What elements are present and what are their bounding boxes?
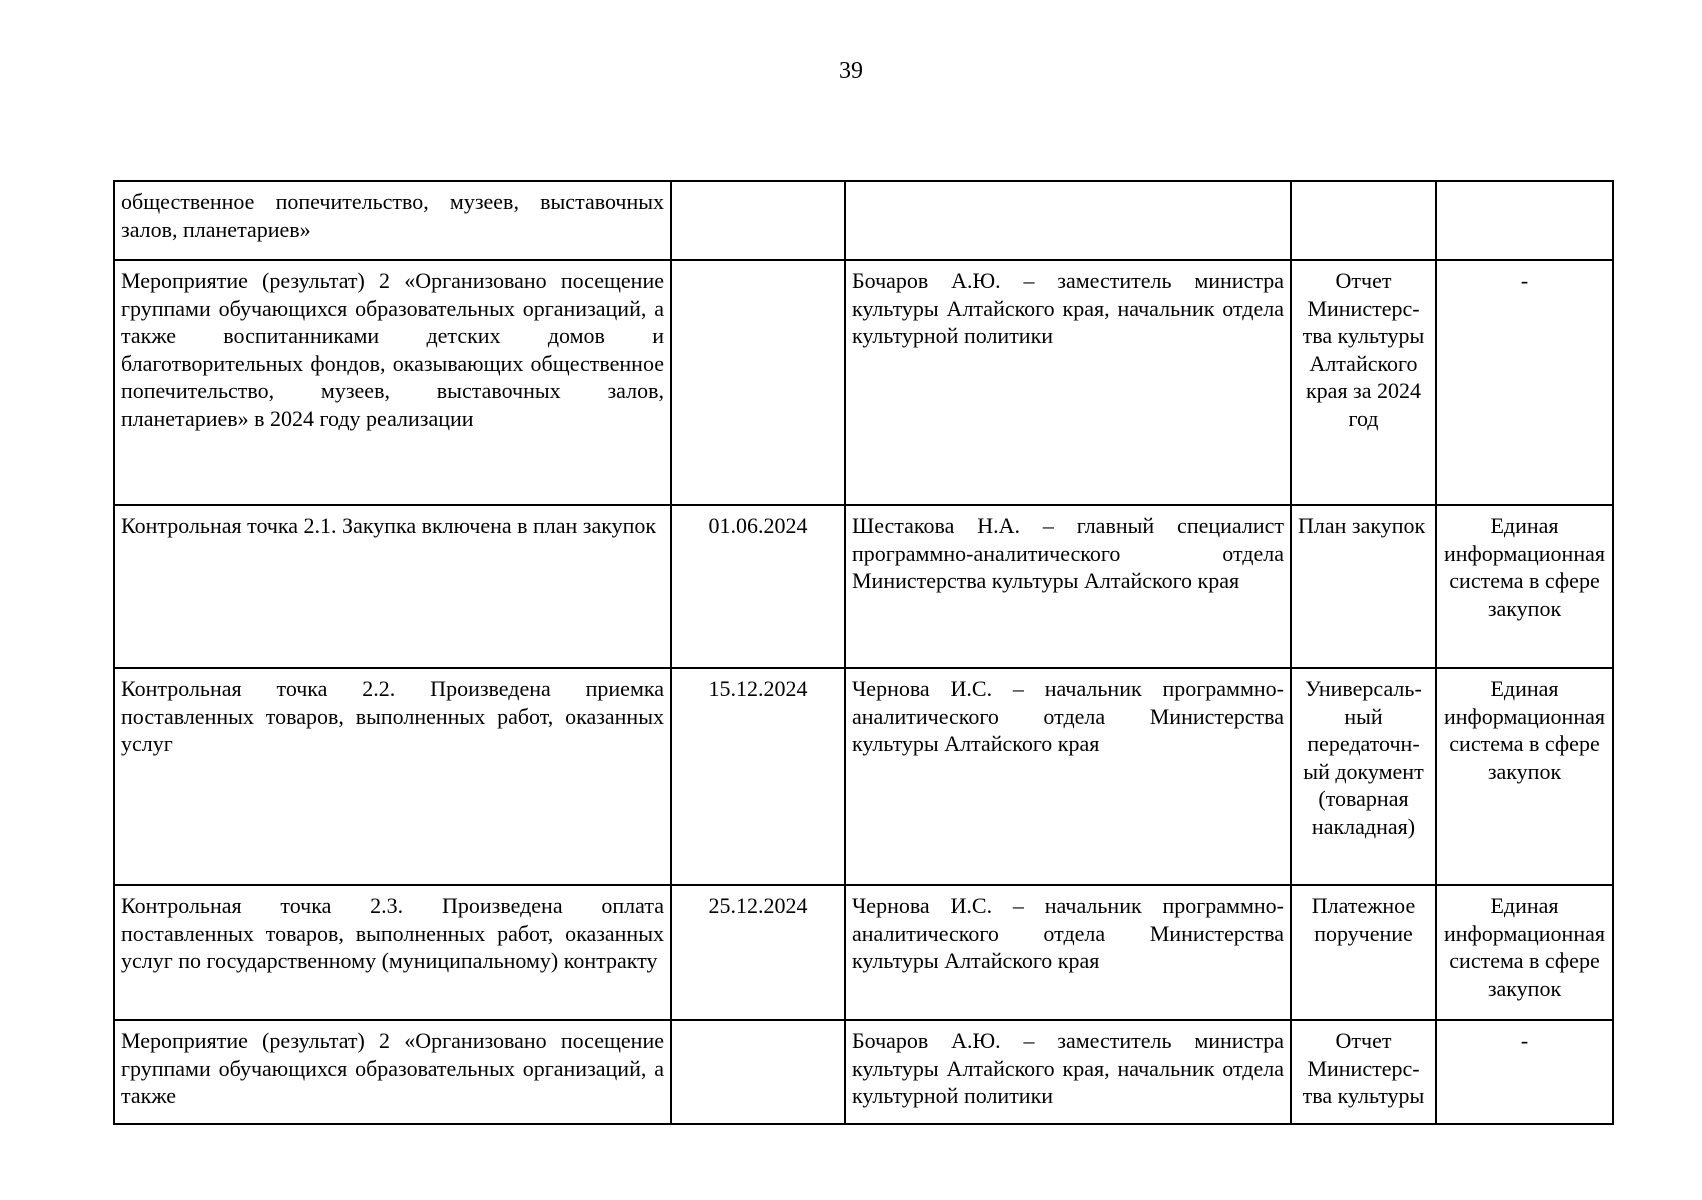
table-row	[114, 668, 1613, 885]
event-name-cell: Контрольная точка 2.1. Закупка включена в план закупок	[114, 505, 671, 668]
table-row	[114, 260, 1613, 505]
document-cell: Универсальный передаточный документ (товарная накладная)	[1291, 668, 1436, 885]
deadline-cell	[671, 1020, 845, 1124]
deadline-cell: 25.12.2024	[671, 885, 845, 1020]
event-name-cell: общественное попечительство, музеев, выставочных залов, планетариев»	[114, 181, 671, 260]
control-points-table	[113, 180, 1614, 1125]
deadline-cell	[671, 181, 845, 260]
info-system-cell: -	[1436, 1020, 1613, 1124]
document-cell	[1291, 181, 1436, 260]
event-name-cell: Мероприятие (результат) 2 «Организовано посещение группами обучающихся образовательных организаций, а также воспитанниками детских домов и благотворительных фондов, оказывающих общественное попечительство, музеев, выставочных залов, планетариев» в 2024 году реализации	[114, 260, 671, 505]
table-row	[114, 181, 1613, 260]
document-cell: Платежное поручение	[1291, 885, 1436, 1020]
event-name-cell: Контрольная точка 2.3. Произведена оплата поставленных товаров, выполненных работ, оказанных услуг по государственному (муниципальному) контракту	[114, 885, 671, 1020]
event-name-cell: Контрольная точка 2.2. Произведена приемка поставленных товаров, выполненных работ, оказанных услуг	[114, 668, 671, 885]
table-row	[114, 505, 1613, 668]
deadline-cell: 01.06.2024	[671, 505, 845, 668]
deadline-cell: 15.12.2024	[671, 668, 845, 885]
responsible-cell: Шестакова Н.А. – главный специалист программно-аналитического отдела Министерства культуры Алтайского края	[845, 505, 1291, 668]
table-row	[114, 1020, 1613, 1124]
responsible-cell: Бочаров А.Ю. – заместитель министра культуры Алтайского края, начальник отдела культурной политики	[845, 260, 1291, 505]
page-number: 39	[839, 58, 863, 84]
responsible-cell: Бочаров А.Ю. – заместитель министра культуры Алтайского края, начальник отдела культурной политики	[845, 1020, 1291, 1124]
event-name-cell: Мероприятие (результат) 2 «Организовано посещение группами обучающихся образовательных организаций, а также	[114, 1020, 671, 1124]
document-cell: Отчет Министерства культуры Алтайского края за 2024 год	[1291, 260, 1436, 505]
info-system-cell: Единая информационная система в сфере закупок	[1436, 505, 1613, 668]
info-system-cell: Единая информационная система в сфере закупок	[1436, 885, 1613, 1020]
responsible-cell: Чернова И.С. – начальник программно-аналитического отдела Министерства культуры Алтайского края	[845, 668, 1291, 885]
document-cell: Отчет Министерства культуры	[1291, 1020, 1436, 1124]
info-system-cell: Единая информационная система в сфере закупок	[1436, 668, 1613, 885]
table-row	[114, 885, 1613, 1020]
responsible-cell	[845, 181, 1291, 260]
deadline-cell	[671, 260, 845, 505]
responsible-cell: Чернова И.С. – начальник программно-аналитического отдела Министерства культуры Алтайского края	[845, 885, 1291, 1020]
info-system-cell: -	[1436, 260, 1613, 505]
document-cell: План закупок	[1291, 505, 1436, 668]
info-system-cell	[1436, 181, 1613, 260]
